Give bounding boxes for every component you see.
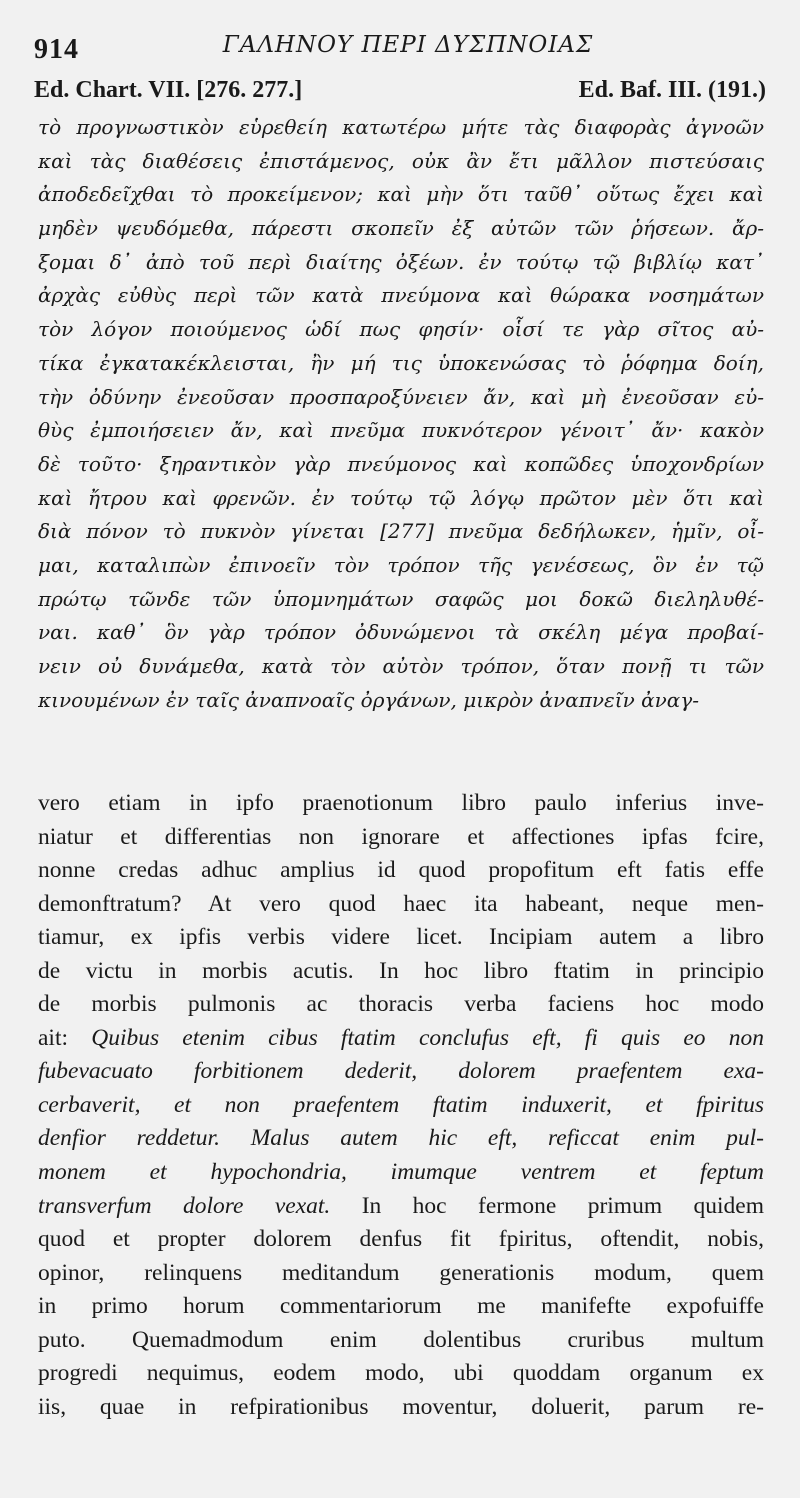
greek-text-block (38, 111, 764, 751)
greek-text-line: τὸν λόγον ποιούμενος ὡδί πως φησίν· οἷσί τε γὰρ σῖτος αὐ- (38, 317, 764, 342)
greek-text-line: τίκα ἐγκατακέκλεισται, ἢν μή τις ὑποκενώσας τὸ ῥόφημα δοίη, (38, 350, 764, 375)
greek-text-line: μαι, καταλιπὼν ἐπινοεῖν τὸν τρόπον τῆς γενέσεως, ὃν ἐν τῷ (38, 552, 764, 577)
greek-text-line: κινουμένων ἐν ταῖς ἀναπνοαῖς ὀργάνων, μικρὸν ἀναπνεῖν ἀναγ- (38, 687, 699, 712)
latin-text-line (38, 1257, 764, 1291)
greek-text-line: καὶ τὰς διαθέσεις ἐπιστάμενος, οὐκ ἂν ἔτι μᾶλλον πιστεύσαις (38, 148, 764, 173)
edition-chart-reference: Ed. Chart. VII. [276. 277.] (34, 77, 303, 103)
greek-text-line: καὶ ἤτρου καὶ φρενῶν. ἐν τούτῳ τῷ λόγῳ πρῶτον μὲν ὅτι καὶ (38, 485, 764, 510)
latin-text-line (38, 821, 764, 855)
greek-text-line: τὸ προγνωστικὸν εὑρεθείη κατωτέρω μήτε τὰς διαφορὰς ἀγνοῶν (38, 115, 764, 139)
latin-text-line (38, 921, 764, 955)
page-number: 914 (34, 34, 79, 65)
latin-text-line (38, 1156, 764, 1190)
greek-text-line: θὺς ἐμποιήσειεν ἄν, καὶ πνεῦμα πυκνότερον γένοιτ᾽ ἄν· κακὸν (38, 418, 764, 443)
latin-text-segment: in primo horum commentariorum me manifefte expofuiffe (38, 1293, 764, 1320)
latin-text-segment: de morbis pulmonis ac thoracis verba faciens hoc modo (38, 991, 764, 1018)
latin-text-segment: tiamur, ex ipfis verbis videre licet. Incipiam autem a libro (38, 924, 764, 951)
latin-text-segment: puto. Quemadmodum enim dolentibus cruribus multum (38, 1326, 764, 1353)
latin-text-line (38, 1324, 764, 1358)
edition-basel-reference: Ed. Baf. III. (191.) (578, 77, 766, 103)
latin-text-segment: vero etiam in ipfo praenotionum libro paulo inferius inve- (38, 790, 764, 816)
italic-quotation-text: Quibus etenim cibus ftatim conclufus eft, fi quis eo non (91, 1024, 764, 1051)
latin-text-line (38, 888, 764, 922)
latin-text-line (38, 787, 764, 821)
latin-text-line (38, 1290, 764, 1324)
latin-text-line (38, 1223, 764, 1257)
latin-text-line (38, 854, 764, 888)
latin-text-line (38, 988, 764, 1022)
greek-text-line: ἀποδεδεῖχθαι τὸ προκείμενον; καὶ μὴν ὅτι ταῦθ᾽ οὕτως ἔχει καὶ (38, 182, 764, 207)
latin-text-segment: ait: (38, 1024, 92, 1051)
latin-text-segment: nonne credas adhuc amplius id quod propofitum eft fatis effe (38, 857, 764, 884)
greek-text-line: ἀρχὰς εὐθὺς περὶ τῶν κατὰ πνεύμονα καὶ θώρακα νοσημάτων (38, 283, 764, 308)
greek-text-line: διὰ πόνον τὸ πυκνὸν γίνεται [277] πνεῦμα δεδήλωκεν, ἡμῖν, οἶ- (38, 519, 764, 544)
latin-text-line (38, 1357, 764, 1391)
latin-text-segment: progredi nequimus, eodem modo, ubi quoddam organum ex (38, 1360, 764, 1387)
latin-text-segment: quod et propter dolorem denfus fit fpiritus, oftendit, nobis, (38, 1226, 764, 1253)
latin-text-line (38, 1122, 764, 1156)
latin-text-line (38, 1055, 764, 1089)
greek-text-line: ξομαι δ᾽ ἀπὸ τοῦ περὶ διαίτης ὀξέων. ἐν τούτῳ τῷ βιβλίῳ κατ᾽ (38, 249, 764, 274)
italic-quotation-text: monem et hypochondria, imumque ventrem et feptum (38, 1159, 764, 1186)
latin-text-block (38, 787, 764, 1477)
latin-text-segment: In hoc fermone primum quidem (330, 1192, 764, 1219)
latin-text-line (38, 1391, 764, 1425)
latin-text-line (38, 955, 764, 989)
italic-quotation-text: transverfum dolore vexat. (38, 1192, 331, 1219)
italic-quotation-text: cerbaverit, et non praefentem ftatim induxerit, et fpiritus (38, 1091, 764, 1118)
latin-text-line (38, 1022, 764, 1056)
edition-references (34, 77, 766, 109)
latin-text-segment: demonftratum? At vero quod haec ita habeant, neque men- (38, 890, 764, 917)
latin-text-line (38, 1190, 764, 1224)
running-title: ΓΑΛΗΝΟΥ ΠΕΡΙ ΔΥΣΠΝΟΙΑΣ (222, 32, 594, 58)
greek-text-line: δὲ τοῦτο· ξηραντικὸν γὰρ πνεύμονος καὶ κοπῶδες ὑποχονδρίων (38, 451, 764, 476)
latin-text-line (38, 1089, 764, 1123)
greek-text-line: ναι. καθ᾽ ὃν γὰρ τρόπον ὀδυνώμενοι τὰ σκέλη μέγα προβαί- (38, 620, 764, 645)
italic-quotation-text: fubevacuato forbitionem dederit, dolorem praefentem exa- (38, 1058, 764, 1085)
latin-text-segment: niatur et differentias non ignorare et affectiones ipfas fcire, (38, 823, 764, 850)
greek-text-line: πρώτῳ τῶνδε τῶν ὑπομνημάτων σαφῶς μοι δοκῶ διεληλυθέ- (38, 586, 764, 611)
latin-text-segment: opinor, relinquens meditandum generationis modum, quem (38, 1259, 764, 1286)
latin-text-segment: iis, quae in refpirationibus moventur, doluerit, parum re- (38, 1393, 764, 1420)
greek-text-line: τὴν ὀδύνην ἐνεοῦσαν προσπαροξύνειεν ἄν, καὶ μὴ ἐνεοῦσαν εὐ- (38, 384, 764, 409)
greek-text-line: μηδὲν ψευδόμεθα, πάρεστι σκοπεῖν ἐξ αὐτῶν τῶν ῥήσεων. ἄρ- (38, 216, 764, 241)
greek-text-line: νειν οὐ δυνάμεθα, κατὰ τὸν αὐτὸν τρόπον, ὅταν πονῇ τι τῶν (38, 654, 764, 678)
latin-text-segment: de victu in morbis acutis. In hoc libro ftatim in principio (38, 957, 764, 984)
page-header (34, 28, 770, 68)
italic-quotation-text: denfior reddetur. Malus autem hic eft, reficcat enim pul- (38, 1125, 764, 1152)
